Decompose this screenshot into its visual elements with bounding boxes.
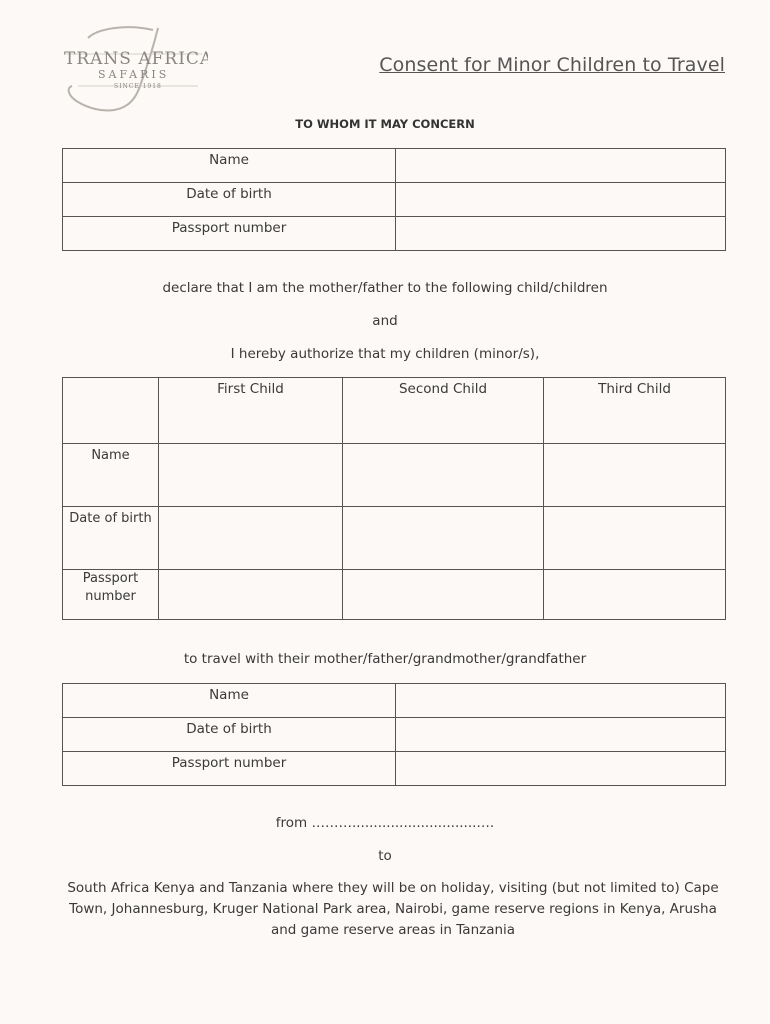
parent-dob-label: Date of birth <box>63 183 396 217</box>
column-header: Third Child <box>544 378 726 444</box>
table-row <box>63 752 726 786</box>
table-row <box>63 570 726 620</box>
companion-passport-field[interactable] <box>396 752 726 786</box>
column-header: First Child <box>159 378 343 444</box>
companion-name-field[interactable] <box>396 684 726 718</box>
companion-name-label: Name <box>63 684 396 718</box>
authorization-text: I hereby authorize that my children (minor/s), <box>230 346 540 362</box>
logo-graphic <box>58 24 208 114</box>
parent-name-label: Name <box>63 149 396 183</box>
destination-paragraph: South Africa Kenya and Tanzania where they will be on holiday, visiting (but not limited to) Cape Town, Johannesburg, Kruger National Park area, Nairobi, game reserve regions in Kenya, Arusha and game reserve areas in Tanzania <box>67 880 719 938</box>
table-row <box>63 718 726 752</box>
second-child-passport-field[interactable] <box>343 570 544 620</box>
table-row <box>63 444 726 507</box>
companion-dob-label: Date of birth <box>63 718 396 752</box>
logo-text-2: SAFARIS <box>98 68 170 81</box>
and-text: and <box>372 313 398 329</box>
table-row <box>63 149 726 183</box>
corner-cell <box>63 378 159 444</box>
first-child-dob-field[interactable] <box>159 507 343 570</box>
table-row <box>63 183 726 217</box>
third-child-dob-field[interactable] <box>544 507 726 570</box>
parent-details-table <box>62 148 726 251</box>
second-child-dob-field[interactable] <box>343 507 544 570</box>
table-row <box>63 684 726 718</box>
logo-text-3: SINCE 1918 <box>114 83 162 90</box>
companion-passport-label: Passport number <box>63 752 396 786</box>
parent-name-field[interactable] <box>396 149 726 183</box>
row-label-passport: Passport number <box>63 570 159 620</box>
table-row <box>63 507 726 570</box>
to-text: to <box>378 848 392 864</box>
declaration-text: declare that I am the mother/father to the following child/children <box>162 280 608 296</box>
second-child-name-field[interactable] <box>343 444 544 507</box>
first-child-name-field[interactable] <box>159 444 343 507</box>
logo-text-1: TRANS AFRICA <box>64 49 208 69</box>
children-details-table <box>62 377 726 620</box>
table-header-row <box>63 378 726 444</box>
document-title: Consent for Minor Children to Travel <box>379 54 725 76</box>
company-logo <box>58 24 208 114</box>
parent-dob-field[interactable] <box>396 183 726 217</box>
column-header: Second Child <box>343 378 544 444</box>
third-child-name-field[interactable] <box>544 444 726 507</box>
companion-details-table <box>62 683 726 786</box>
table-row <box>63 217 726 251</box>
first-child-passport-field[interactable] <box>159 570 343 620</box>
from-date-line[interactable]: from ……….............................…. <box>275 815 495 831</box>
row-label-name: Name <box>63 444 159 507</box>
parent-passport-field[interactable] <box>396 217 726 251</box>
travel-with-text: to travel with their mother/father/grandmother/grandfather <box>183 651 587 667</box>
salutation-heading: TO WHOM IT MAY CONCERN <box>295 117 475 131</box>
parent-passport-label: Passport number <box>63 217 396 251</box>
row-label-dob: Date of birth <box>63 507 159 570</box>
companion-dob-field[interactable] <box>396 718 726 752</box>
third-child-passport-field[interactable] <box>544 570 726 620</box>
